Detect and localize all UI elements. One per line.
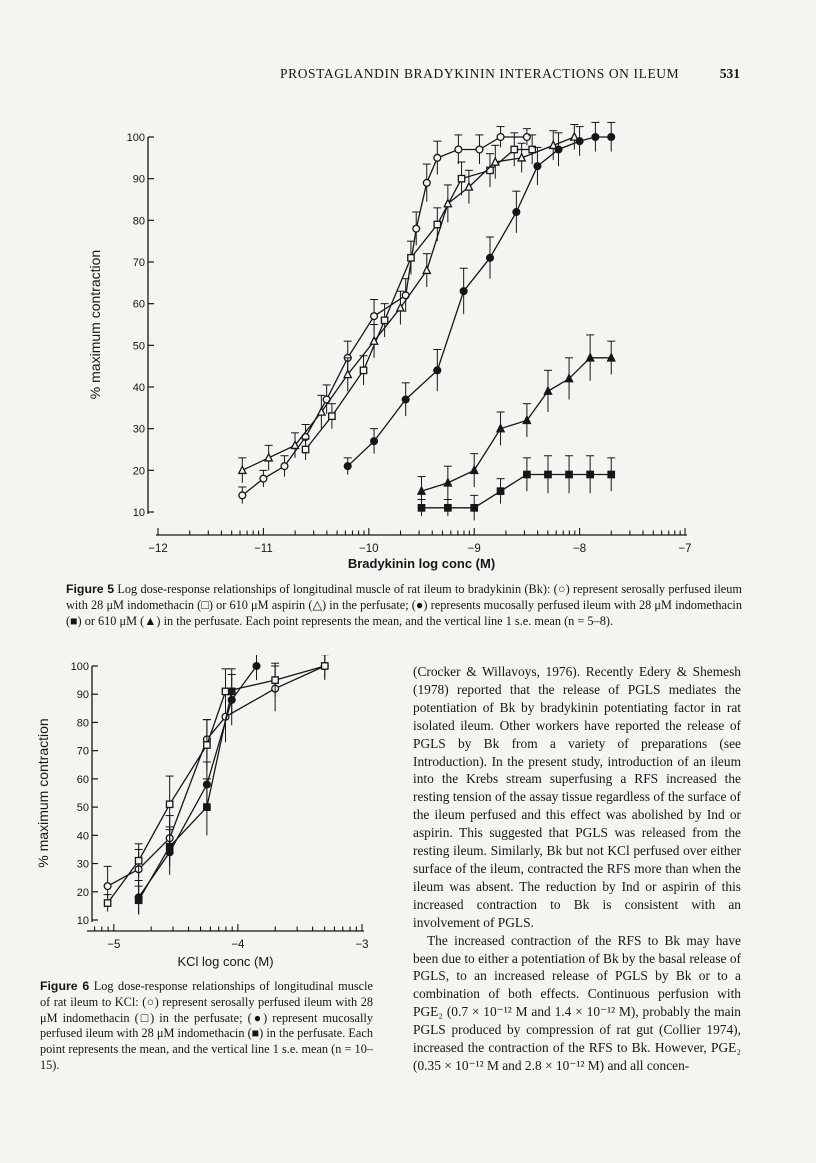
figure-5-caption-text: Log dose-response relationships of longitudinal muscle of rat ileum to bradykinin (Bk): (○) represent serosally perfused ileum with 28 μM indomethacin (□) or 610 μM aspirin (△) in the perfusate; (●) represents mucosally perfused ileum with 28 μM indomethacin (■) or 610 μM (▲) in the perfusate. Each point represents the mean, and the vertical line 1 s.e. mean (n = 5–8). <box>66 582 742 628</box>
data-point <box>371 313 378 320</box>
data-point <box>423 266 430 273</box>
running-head-title: PROSTAGLANDIN BRADYKININ INTERACTIONS ON ILEUM <box>280 66 680 81</box>
data-point <box>434 367 441 374</box>
page-number: 531 <box>719 66 740 81</box>
figure-5-axes <box>127 132 692 555</box>
figure-5-caption-label: Figure 5 <box>66 582 115 596</box>
figure-6-series <box>104 655 329 914</box>
data-point <box>418 505 424 511</box>
data-point <box>487 167 493 173</box>
data-point <box>518 154 525 161</box>
data-point <box>104 900 110 906</box>
data-point <box>587 471 593 477</box>
y-tick-label: 50 <box>76 802 89 815</box>
x-tick-label: −5 <box>107 939 121 951</box>
data-point <box>166 843 172 849</box>
data-point <box>511 146 517 152</box>
figure-5-series <box>238 122 615 520</box>
data-point <box>371 438 378 445</box>
y-tick-label: 80 <box>132 215 145 228</box>
data-point <box>423 179 430 186</box>
data-point <box>229 688 235 694</box>
data-point <box>408 255 414 261</box>
data-point <box>239 466 246 473</box>
data-point <box>545 471 551 477</box>
data-point <box>360 367 366 373</box>
data-point <box>434 154 441 161</box>
y-tick-label: 60 <box>76 773 89 786</box>
data-point <box>566 471 572 477</box>
data-point <box>455 146 462 153</box>
data-point <box>555 146 562 153</box>
data-point <box>272 677 278 683</box>
x-tick-label: −7 <box>678 543 692 555</box>
data-point <box>302 446 308 452</box>
data-point <box>413 225 420 232</box>
data-point <box>135 897 141 903</box>
y-tick-label: 30 <box>132 423 145 436</box>
data-point <box>608 354 615 361</box>
y-tick-label: 80 <box>76 717 89 730</box>
body-text-column <box>413 663 741 1075</box>
figure-6-caption <box>40 979 373 1074</box>
data-point <box>492 158 499 165</box>
data-point <box>497 134 504 141</box>
data-point <box>322 663 328 669</box>
data-point <box>444 479 451 486</box>
data-point <box>592 134 599 141</box>
data-point <box>381 317 387 323</box>
x-tick-label: −10 <box>359 543 379 555</box>
y-tick-label: 10 <box>76 915 89 927</box>
series-line <box>422 358 612 491</box>
data-point <box>544 387 551 394</box>
data-point <box>608 471 614 477</box>
figure-6-x-axis-label: KCl log conc (M) <box>177 954 274 969</box>
y-tick-label: 40 <box>132 382 145 394</box>
y-tick-label: 20 <box>132 465 145 478</box>
data-point <box>204 742 210 748</box>
data-point <box>402 396 409 403</box>
data-point <box>253 663 260 670</box>
y-tick-label: 60 <box>132 298 145 311</box>
data-point <box>487 254 494 261</box>
data-point <box>135 858 141 864</box>
data-point <box>434 221 440 227</box>
data-point <box>458 175 464 181</box>
series-line <box>306 150 533 450</box>
data-point <box>222 688 228 694</box>
data-point <box>260 475 267 482</box>
data-point <box>239 492 246 499</box>
data-point <box>497 425 504 432</box>
y-tick-label: 70 <box>76 745 89 758</box>
data-point <box>460 288 467 295</box>
y-tick-label: 30 <box>76 858 89 871</box>
data-point <box>445 505 451 511</box>
x-tick-label: −4 <box>231 939 245 951</box>
series-line <box>108 666 325 886</box>
data-point <box>534 163 541 170</box>
figure-6-axes <box>71 661 369 951</box>
data-point <box>608 134 615 141</box>
y-tick-label: 10 <box>132 507 145 519</box>
figure-5-x-axis-label: Bradykinin log conc (M) <box>347 556 496 571</box>
x-tick-label: −12 <box>148 543 168 555</box>
y-tick-label: 40 <box>76 830 89 843</box>
data-point <box>204 804 210 810</box>
y-tick-label: 50 <box>132 340 145 353</box>
y-tick-label: 90 <box>132 173 145 186</box>
x-tick-label: −8 <box>573 543 587 555</box>
y-tick-label: 20 <box>76 886 89 899</box>
x-tick-label: −3 <box>355 939 369 951</box>
y-tick-label: 70 <box>132 257 145 269</box>
data-point <box>471 505 477 511</box>
figure-6-y-axis-label: % maximum contraction <box>35 718 51 868</box>
y-tick-label: 90 <box>76 689 89 702</box>
data-point <box>576 138 583 145</box>
running-header <box>280 66 740 86</box>
figure-5-caption <box>66 582 742 629</box>
data-point <box>418 487 425 494</box>
x-tick-label: −9 <box>467 543 481 555</box>
figure-5-chart <box>70 110 750 580</box>
data-point <box>497 488 503 494</box>
figure-6-chart <box>30 655 385 975</box>
data-point <box>104 883 111 890</box>
x-tick-label: −11 <box>254 543 273 555</box>
data-point <box>513 209 520 216</box>
series-line <box>348 137 611 466</box>
data-point <box>281 463 288 470</box>
data-point <box>265 454 272 461</box>
data-point <box>524 471 530 477</box>
data-point <box>329 413 335 419</box>
data-point <box>344 463 351 470</box>
figure-5-y-axis-label: % maximum contraction <box>87 249 103 400</box>
data-point <box>166 801 172 807</box>
data-point <box>476 146 483 153</box>
y-tick-label: 100 <box>70 661 89 673</box>
series-line <box>139 666 257 897</box>
figure-6-caption-text: Log dose-response relationships of longitudinal muscle of rat ileum to KCl: (○) represent serosally perfused ileum with 28 μM indomethacin (□) in the perfusate; (●) represent mucosally perfused ileum with 28 μM indomethacin (■) in the perfusate. Each point represents the mean, and the vertical line 1 s.e. mean (n = 10–15). <box>40 979 373 1072</box>
body-paragraph-2: The increased contraction of the RFS to Bk may have been due to either a potentiation of Bk by the basal release of PGLS, to an increased release of PGLS by Bk or to a combination of both effects. Continuous perfusion with PGE₂ (0.7 × 10⁻¹² M and 1.4 × 10⁻¹² M), probably the main PGLS produced by compression of rat gut (Collier 1974), increased the contraction of the RFS to Bk. However, PGE₂ (0.35 × 10⁻¹² M and 2.8 × 10⁻¹² M) and all concen- <box>413 932 741 1073</box>
figure-6-caption-label: Figure 6 <box>40 979 90 993</box>
y-tick-label: 100 <box>126 132 145 144</box>
body-paragraph-1: (Crocker & Willavoys, 1976). Recently Edery & Shemesh (1978) reported that the release of PGLS mediates the potentiation of Bk by bradykinin potentiating factor in rat isolated ileum. Other workers have reported the release of PGLS by Bk from a variety of preparations (see Introduction). In the present study, introduction of an ileum into the Krebs stream superfusing a RFS increased the resting tension of the assay tissue regardless of the surface of the ileum perfused and this effect was abolished by Ind or aspirin. This suggested that PGLS was released from the resting ileum. Similarly, Bk but not KCl perfused over either surface of the ileum, contracted the RFS more than when the ileum was absent. The reduction by Ind or aspirin of this increased contraction to Bk is consistent with an involvement of PGLS. <box>413 664 741 930</box>
series-line <box>422 475 612 508</box>
data-point <box>587 354 594 361</box>
